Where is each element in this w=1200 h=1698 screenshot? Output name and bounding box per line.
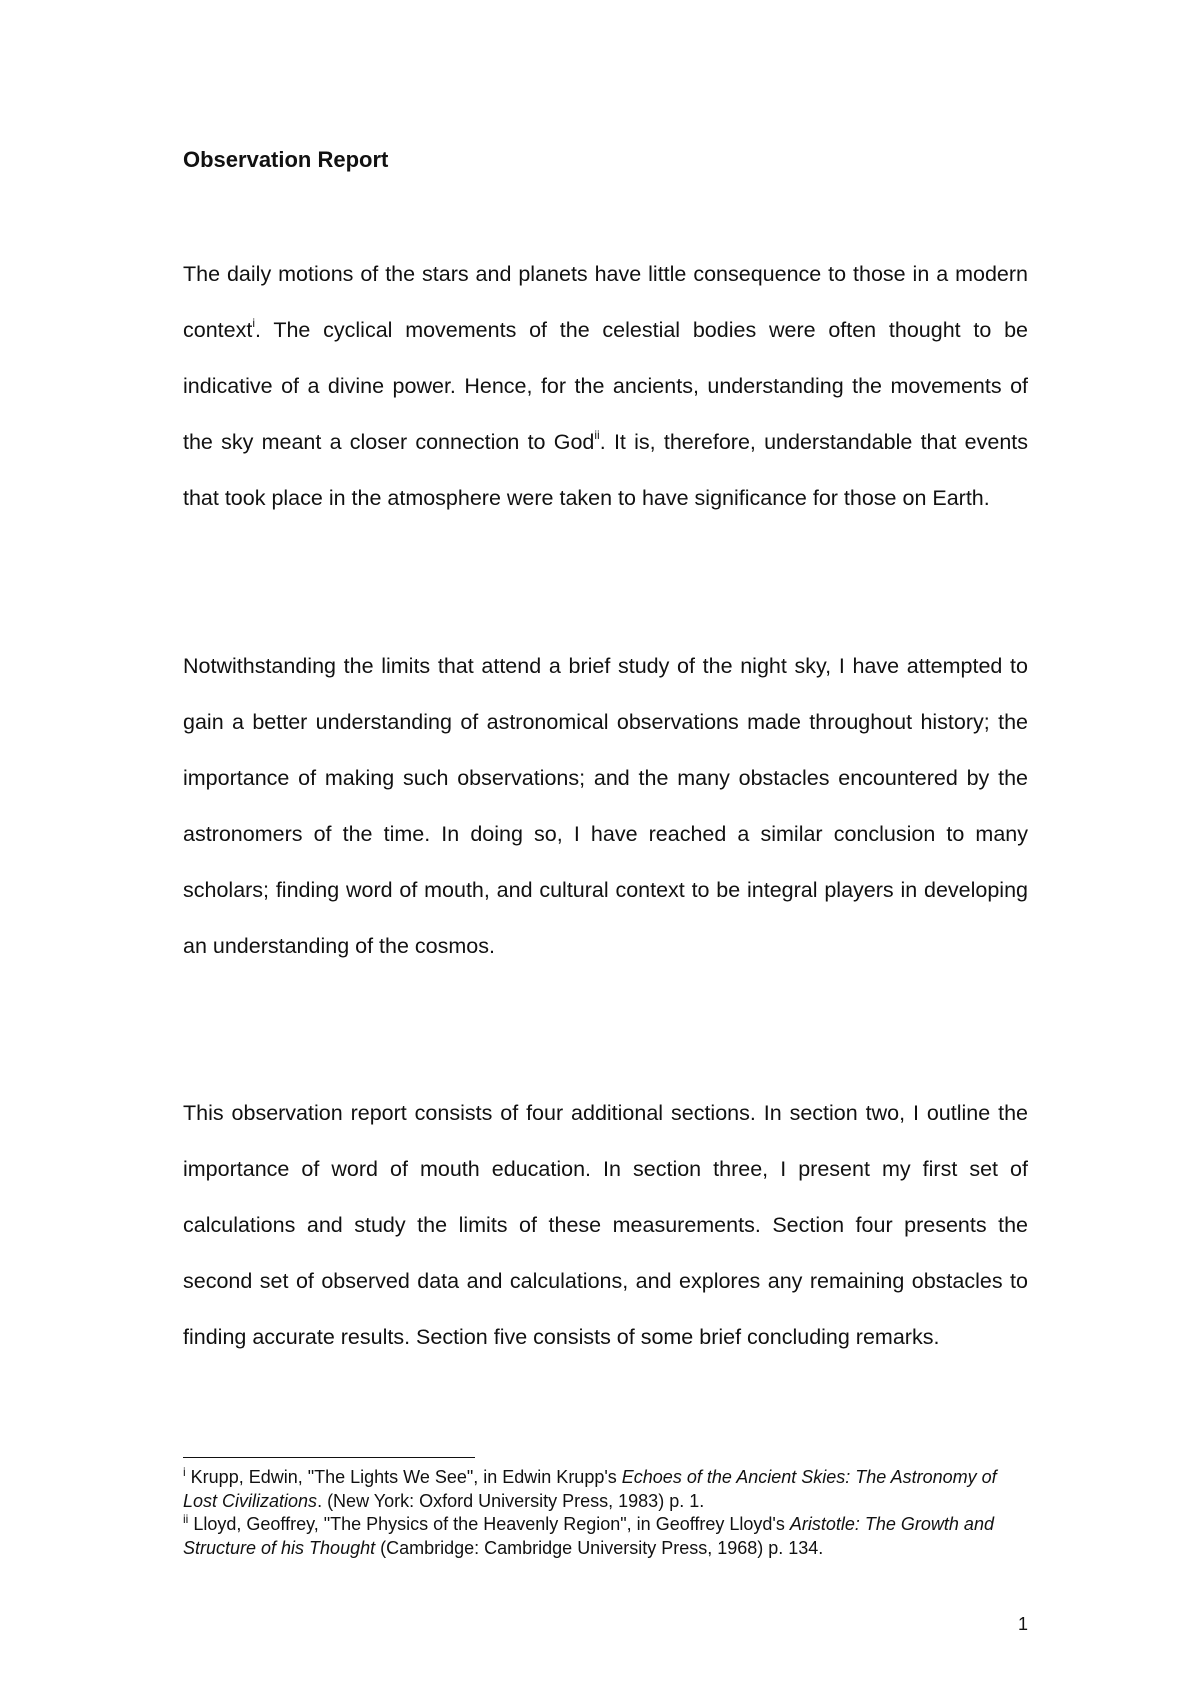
footnote-marker: i xyxy=(183,1465,186,1479)
body-paragraph-1 xyxy=(183,247,1028,527)
footnote-separator xyxy=(183,1457,475,1458)
page-number: 1 xyxy=(1017,1614,1028,1634)
footnote-text: (Cambridge: Cambridge University Press, 1968) p. 134. xyxy=(375,1537,824,1558)
paragraph-text: This observation report consists of four additional sections. In section two, I outline the importance of word of mouth education. In section three, I present my first set of calculations and study the limits of these measurements. Section four presents the second set of observed data and calculations, and explores any remaining obstacles to finding accurate results. Section five consists of some brief concluding remarks. xyxy=(183,1101,1028,1349)
footnote-ii xyxy=(183,1513,1028,1560)
document-title: Observation Report xyxy=(183,147,389,172)
footnote-text: Lloyd, Geoffrey, "The Physics of the Heavenly Region", in Geoffrey Lloyd's xyxy=(188,1514,790,1534)
body-paragraph-3 xyxy=(183,1086,1028,1366)
paragraph-text: . The cyclical movements of the celestial bodies were often thought to be indicative of a divine power. Hence, for the ancients, understanding the movements of the sky meant a closer connection to God xyxy=(183,317,1028,454)
footnote-text: . (New York: Oxford University Press, 1983) p. 1. xyxy=(317,1490,705,1511)
footnote-book-title: Aristotle: The Growth and Structure of his Thought xyxy=(183,1514,994,1558)
footnote-reference-i[interactable]: i xyxy=(252,315,255,330)
footnote-book-title: Echoes of the Ancient Skies: The Astronomy of Lost Civilizations xyxy=(183,1467,997,1511)
paragraph-text: . It is, therefore, understandable that events that took place in the atmosphere were taken to have significance for those on Earth. xyxy=(183,429,1029,510)
footnotes xyxy=(183,1466,1028,1560)
footnote-text: Krupp, Edwin, "The Lights We See", in Edwin Krupp's xyxy=(185,1467,622,1487)
paragraph-text: Notwithstanding the limits that attend a brief study of the night sky, I have attempted to gain a better understanding of astronomical observations made throughout history; the importance of making such observations; and the many obstacles encountered by the astronomers of the time. In doing so, I have reached a similar conclusion to many scholars; finding word of mouth, and cultural context to be integral players in developing an understanding of the cosmos. xyxy=(183,654,1028,958)
body-paragraph-2 xyxy=(183,639,1028,974)
paragraph-text: The daily motions of the stars and planets have little consequence to those in a modern context xyxy=(183,262,1028,342)
footnote-reference-ii[interactable]: ii xyxy=(594,427,600,442)
footnote-i xyxy=(183,1466,1028,1513)
footnote-marker: ii xyxy=(183,1512,189,1526)
